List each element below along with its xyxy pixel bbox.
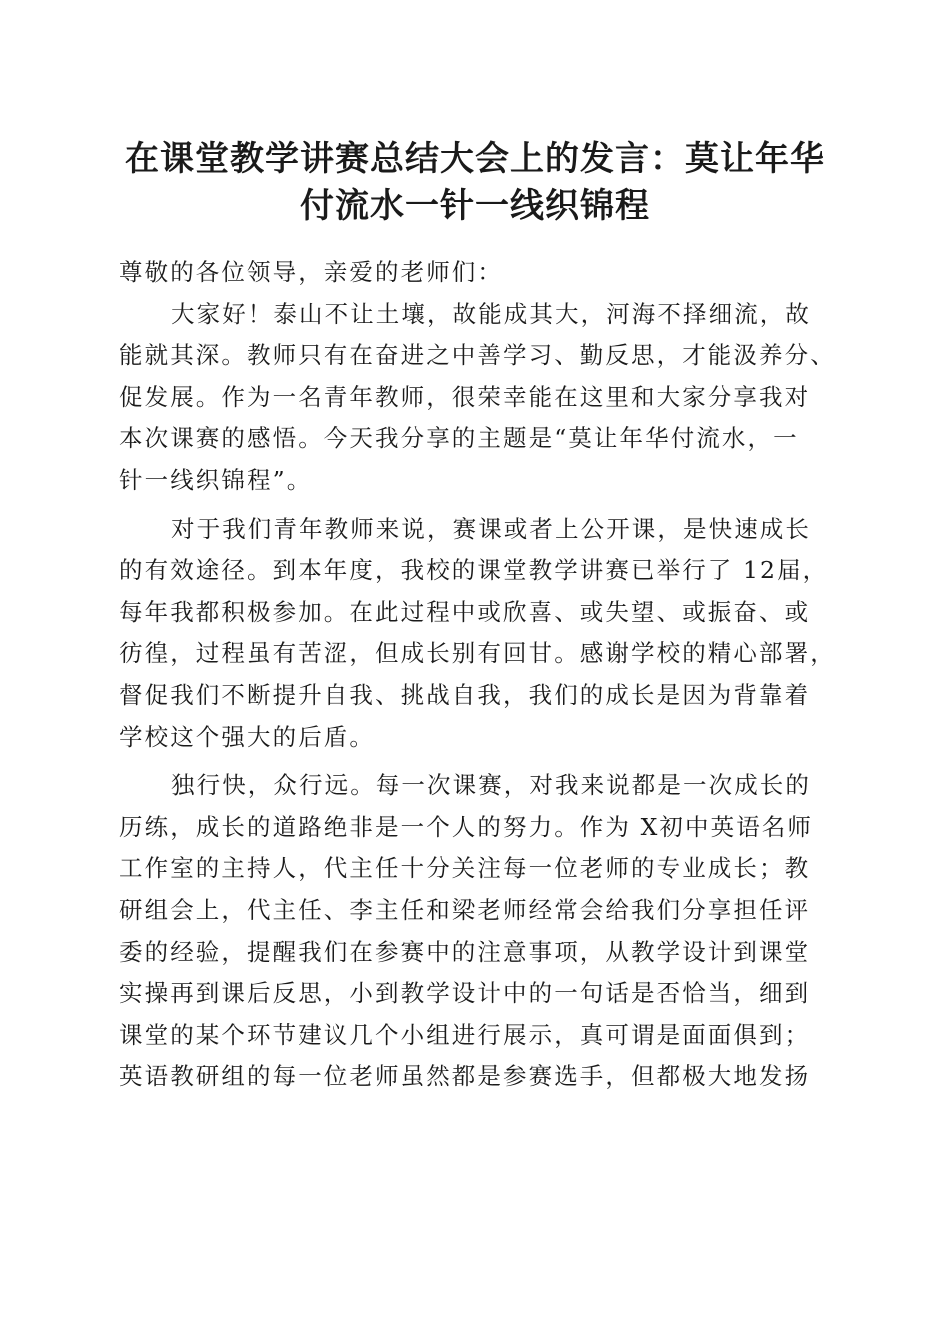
- paragraph-2: [119, 509, 849, 759]
- paragraph-line: 学校这个强大的后盾。: [119, 722, 375, 751]
- paragraph-line: 本次课赛的感悟。今天我分享的主题是“莫让年华付流水，一: [119, 424, 799, 453]
- paragraph-line: 能就其深。教师只有在奋进之中善学习、勤反思，才能汲养分、: [119, 341, 836, 370]
- paragraph-line: 促发展。作为一名青年教师，很荣幸能在这里和大家分享我对: [119, 382, 811, 411]
- paragraph-line: 每年我都积极参加。在此过程中或欣喜、或失望、或振奋、或: [119, 597, 811, 626]
- paragraph-line: 对于我们青年教师来说，赛课或者上公开课，是快速成长: [171, 514, 811, 543]
- paragraph-line: 针一线织锦程”。: [119, 465, 313, 494]
- paragraph-line: 实操再到课后反思，小到教学设计中的一句话是否恰当，细到: [119, 979, 811, 1008]
- document-title: [90, 136, 860, 230]
- paragraph-line: 独行快，众行远。每一次课赛，对我来说都是一次成长的: [171, 771, 811, 800]
- salutation: 尊敬的各位领导，亲爱的老师们：: [119, 258, 503, 286]
- paragraph-line: 的有效途径。到本年度，我校的课堂教学讲赛已举行了 12届，: [119, 556, 829, 585]
- paragraph-line: 历练，成长的道路绝非是一个人的努力。作为 X初中英语名师: [119, 812, 813, 841]
- document-body: [119, 252, 849, 1098]
- paragraph-line: 督促我们不断提升自我、挑战自我，我们的成长是因为背靠着: [119, 680, 811, 709]
- paragraph-line: 彷徨，过程虽有苦涩，但成长别有回甘。感谢学校的精心部署，: [119, 639, 836, 668]
- title-line: 付流水一针一线织锦程: [300, 186, 650, 226]
- paragraph-1: [119, 294, 849, 502]
- paragraph-line: 英语教研组的每一位老师虽然都是参赛选手，但都极大地发扬: [119, 1062, 811, 1091]
- paragraph-line: 研组会上，代主任、李主任和梁老师经常会给我们分享担任评: [119, 895, 811, 924]
- paragraph-line: 委的经验，提醒我们在参赛中的注意事项，从教学设计到课堂: [119, 937, 811, 966]
- paragraph-line: 工作室的主持人，代主任十分关注每一位老师的专业成长；教: [119, 854, 811, 883]
- paragraph-line: 课堂的某个环节建议几个小组进行展示，真可谓是面面俱到；: [119, 1020, 811, 1049]
- title-line: 在课堂教学讲赛总结大会上的发言：莫让年华: [125, 139, 825, 179]
- paragraph-line: 大家好！泰山不让土壤，故能成其大，河海不择细流，故: [171, 299, 811, 328]
- paragraph-3: [119, 765, 849, 1098]
